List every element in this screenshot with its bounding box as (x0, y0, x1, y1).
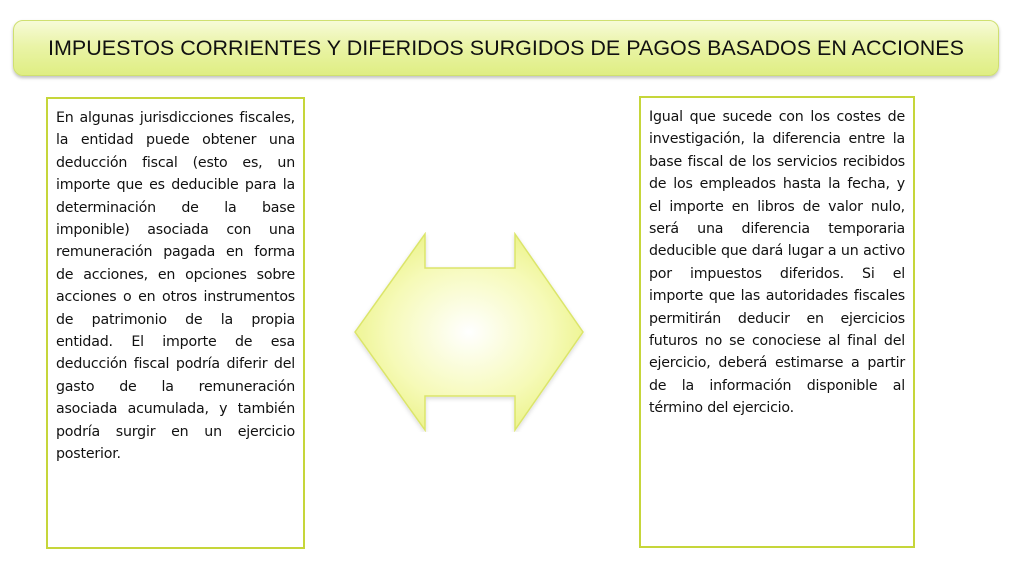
arrow-shape (355, 234, 583, 430)
arrow-graphic (350, 232, 588, 432)
left-paragraph: En algunas jurisdicciones fiscales, la entidad puede obtener una deducción fiscal (esto es, un importe que es deducible para la determinación de la base imponible) asociada con una remuneración pagada en forma de acciones, en opciones sobre acciones o en otros instrumentos de patrimonio de la propia entidad. El importe de esa deducción fiscal podría diferir del gasto de la remuneración asociada acumulada, y también podría surgir en un ejercicio posterior. (56, 110, 295, 463)
slide-title: IMPUESTOS CORRIENTES Y DIFERIDOS SURGIDOS DE PAGOS BASADOS EN ACCIONES (48, 35, 964, 60)
title-banner (13, 20, 999, 76)
left-text-box (46, 97, 305, 549)
double-headed-arrow-icon (350, 232, 588, 432)
right-text-box (639, 96, 915, 548)
right-paragraph: Igual que sucede con los costes de investigación, la diferencia entre la base fiscal de los servicios recibidos de los empleados hasta la fecha, y el importe en libros de valor nulo, será una diferencia temporaria deducible que dará lugar a un activo por impuestos diferidos. Si el importe que las autoridades fiscales permitirán deducir en ejercicios futuros no se conociese al final del ejercicio, deberá estimarse a partir de la información disponible al término del ejercicio. (649, 109, 905, 417)
